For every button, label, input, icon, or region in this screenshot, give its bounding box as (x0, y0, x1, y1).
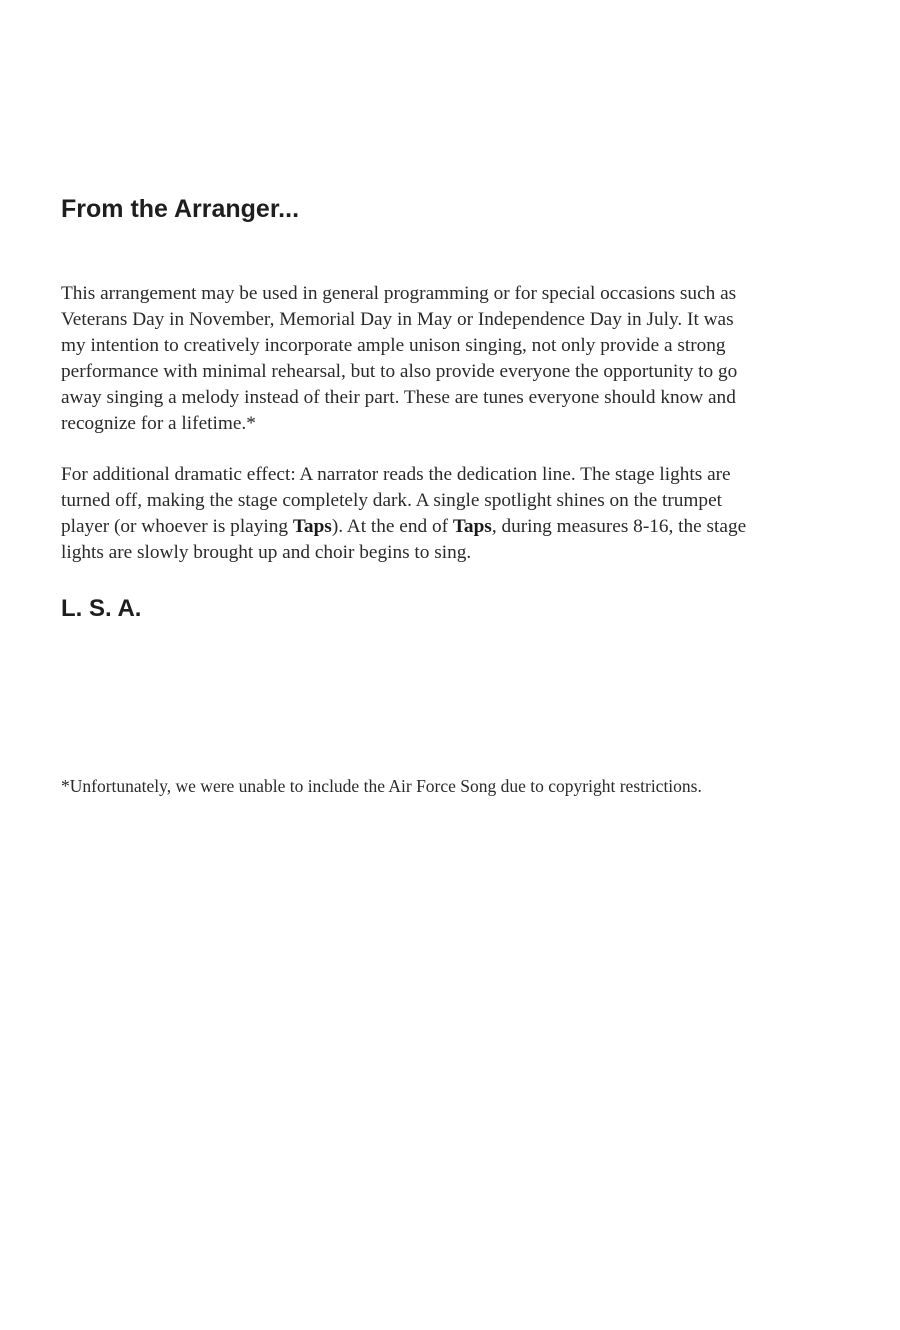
paragraph-line: This arrangement may be used in general programming or for special occasions such as (61, 283, 737, 304)
text-run: , during measures 8-16, the stage (491, 516, 747, 537)
page-heading: From the Arranger... (61, 195, 300, 223)
paragraph-line: Veterans Day in November, Memorial Day in May or Independence Day in July. It was (61, 309, 734, 330)
taps-emphasis: Taps (292, 516, 332, 537)
footnote: *Unfortunately, we were unable to include the Air Force Song due to copyright restrictions. (61, 776, 702, 796)
paragraph-line: performance with minimal rehearsal, but to also provide everyone the opportunity to go (61, 361, 738, 382)
paragraph-line: away singing a melody instead of their part. These are tunes everyone should know and (61, 387, 736, 408)
paragraph-line: recognize for a lifetime.* (61, 413, 256, 434)
text-run: ). At the end of (331, 516, 453, 537)
paragraph-line: my intention to creatively incorporate ample unison singing, not only provide a strong (61, 335, 726, 356)
paragraph-line: turned off, making the stage completely dark. A single spotlight shines on the trumpet (61, 490, 722, 511)
text-run: player (or whoever is playing (61, 516, 293, 537)
paragraph-line: lights are slowly brought up and choir begins to sing. (61, 542, 472, 563)
intro-paragraph (61, 281, 841, 437)
dramatic-effect-paragraph (61, 462, 841, 566)
taps-emphasis: Taps (452, 516, 492, 537)
paragraph-line (61, 514, 841, 540)
paragraph-line: For additional dramatic effect: A narrator reads the dedication line. The stage lights are (61, 464, 731, 485)
arranger-initials: L. S. A. (61, 595, 142, 622)
